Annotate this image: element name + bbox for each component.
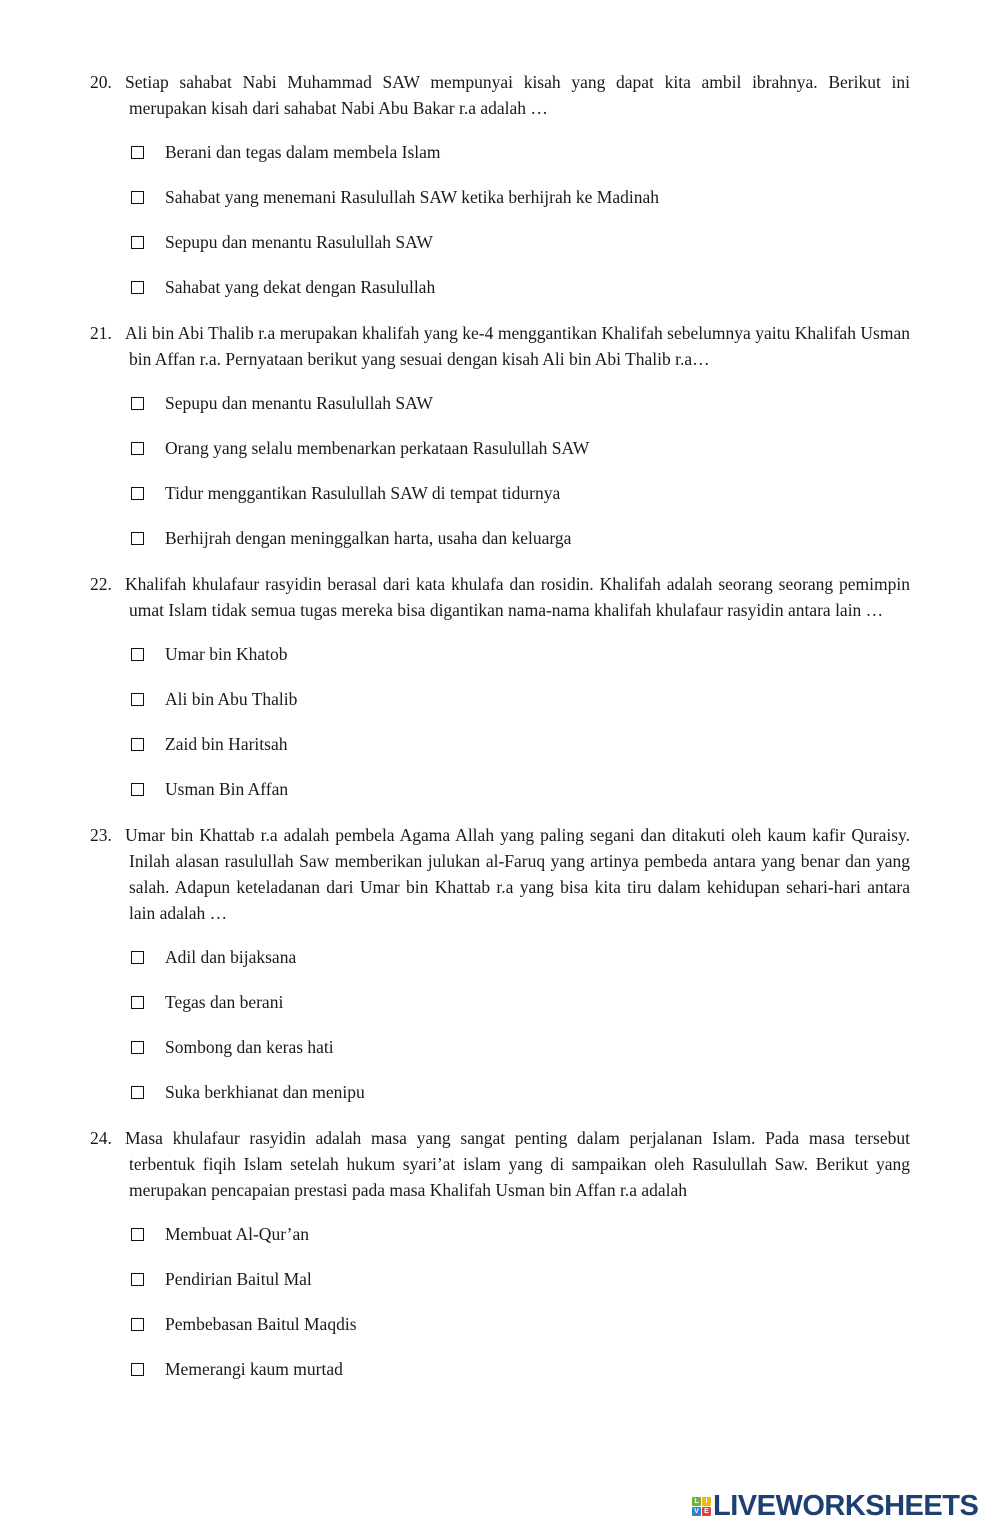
question-text: Umar bin Khattab r.a adalah pembela Agama Allah yang paling segani dan ditakuti oleh kaum kafir Quraisy. Inilah alasan rasulullah Saw memberikan julukan al-Faruq yang artinya pembeda antara yang benar dan yang salah. Adapun keteladanan dari Umar bin Khattab r.a yang bisa kita tiru dalam kehidupan sehari-hari antara lain adalah … xyxy=(125,825,910,923)
question-text: Setiap sahabat Nabi Muhammad SAW mempunyai kisah yang dapat kita ambil ibrahnya. Berikut ini merupakan kisah dari sahabat Nabi Abu Bakar r.a adalah … xyxy=(125,72,910,118)
question-number: 21. xyxy=(90,323,112,343)
question-number: 24. xyxy=(90,1128,112,1148)
worksheet xyxy=(90,69,910,1392)
option-label: Memerangi kaum murtad xyxy=(165,1359,343,1379)
option-label: Sahabat yang menemani Rasulullah SAW ketika berhijrah ke Madinah xyxy=(165,187,659,207)
option[interactable] xyxy=(90,722,910,767)
checkbox-icon[interactable] xyxy=(131,1363,144,1376)
liveworksheets-logo xyxy=(692,1490,978,1523)
option-label: Membuat Al-Qur’an xyxy=(165,1224,310,1244)
option[interactable] xyxy=(90,1070,910,1115)
checkbox-icon[interactable] xyxy=(131,191,144,204)
checkbox-icon[interactable] xyxy=(131,648,144,661)
option[interactable] xyxy=(90,1257,910,1302)
checkbox-icon[interactable] xyxy=(131,693,144,706)
question-number: 20. xyxy=(90,72,112,92)
checkbox-icon[interactable] xyxy=(131,996,144,1009)
logo-text: LIVEWORKSHEETS xyxy=(713,1490,979,1522)
checkbox-icon[interactable] xyxy=(131,532,144,545)
option-label: Usman Bin Affan xyxy=(165,779,289,799)
checkbox-icon[interactable] xyxy=(131,146,144,159)
checkbox-icon[interactable] xyxy=(131,442,144,455)
option-label: Sepupu dan menantu Rasulullah SAW xyxy=(165,232,433,252)
checkbox-icon[interactable] xyxy=(131,1273,144,1286)
option[interactable] xyxy=(90,1302,910,1347)
option[interactable] xyxy=(90,1025,910,1070)
option-label: Tegas dan berani xyxy=(165,992,284,1012)
question-23 xyxy=(90,822,910,1115)
logo-tiles xyxy=(692,1497,711,1516)
logo-tile: I xyxy=(702,1497,711,1506)
option-label: Orang yang selalu membenarkan perkataan Rasulullah SAW xyxy=(165,438,590,458)
options-list xyxy=(90,130,910,310)
checkbox-icon[interactable] xyxy=(131,951,144,964)
checkbox-icon[interactable] xyxy=(131,1228,144,1241)
checkbox-icon[interactable] xyxy=(131,783,144,796)
question-text: Ali bin Abi Thalib r.a merupakan khalifah yang ke-4 menggantikan Khalifah sebelumnya yaitu Khalifah Usman bin Affan r.a. Pernyataan berikut yang sesuai dengan kisah Ali bin Abi Thalib r.a… xyxy=(125,323,910,369)
question-24 xyxy=(90,1125,910,1392)
options-list xyxy=(90,1212,910,1392)
option-label: Tidur menggantikan Rasulullah SAW di tempat tidurnya xyxy=(165,483,561,503)
options-list xyxy=(90,632,910,812)
option-label: Zaid bin Haritsah xyxy=(165,734,288,754)
logo-tile: V xyxy=(692,1507,701,1516)
option-label: Ali bin Abu Thalib xyxy=(165,689,298,709)
option-label: Sahabat yang dekat dengan Rasulullah xyxy=(165,277,436,297)
option[interactable] xyxy=(90,265,910,310)
option[interactable] xyxy=(90,677,910,722)
option-label: Pembebasan Baitul Maqdis xyxy=(165,1314,357,1334)
options-list xyxy=(90,935,910,1115)
option[interactable] xyxy=(90,426,910,471)
question-text: Khalifah khulafaur rasyidin berasal dari kata khulafa dan rosidin. Khalifah adalah seorang seorang pemimpin umat Islam tidak semua tugas mereka bisa digantikan nama-nama khalifah khulafaur rasyidin antara lain … xyxy=(125,574,910,620)
checkbox-icon[interactable] xyxy=(131,397,144,410)
question-number: 22. xyxy=(90,574,112,594)
option[interactable] xyxy=(90,980,910,1025)
option[interactable] xyxy=(90,130,910,175)
option[interactable] xyxy=(90,175,910,220)
option[interactable] xyxy=(90,381,910,426)
logo-tile: L xyxy=(692,1497,701,1506)
checkbox-icon[interactable] xyxy=(131,487,144,500)
option-label: Berani dan tegas dalam membela Islam xyxy=(165,142,441,162)
option-label: Suka berkhianat dan menipu xyxy=(165,1082,365,1102)
checkbox-icon[interactable] xyxy=(131,1086,144,1099)
question-22 xyxy=(90,571,910,812)
option[interactable] xyxy=(90,632,910,677)
option[interactable] xyxy=(90,1212,910,1257)
option-label: Pendirian Baitul Mal xyxy=(165,1269,312,1289)
option-label: Umar bin Khatob xyxy=(165,644,288,664)
option[interactable] xyxy=(90,516,910,561)
checkbox-icon[interactable] xyxy=(131,236,144,249)
question-number: 23. xyxy=(90,825,112,845)
logo-tile: E xyxy=(702,1507,711,1516)
question-20 xyxy=(90,69,910,310)
checkbox-icon[interactable] xyxy=(131,1041,144,1054)
checkbox-icon[interactable] xyxy=(131,738,144,751)
options-list xyxy=(90,381,910,561)
option-label: Sombong dan keras hati xyxy=(165,1037,334,1057)
checkbox-icon[interactable] xyxy=(131,1318,144,1331)
option[interactable] xyxy=(90,935,910,980)
option-label: Berhijrah dengan meninggalkan harta, usaha dan keluarga xyxy=(165,528,572,548)
checkbox-icon[interactable] xyxy=(131,281,144,294)
option[interactable] xyxy=(90,220,910,265)
question-text: Masa khulafaur rasyidin adalah masa yang sangat penting dalam perjalanan Islam. Pada masa tersebut terbentuk fiqih Islam setelah hukum syari’at islam yang di sampaikan oleh Rasulullah Saw. Berikut yang merupakan pencapaian prestasi pada masa Khalifah Usman bin Affan r.a adalah xyxy=(125,1128,910,1200)
option[interactable] xyxy=(90,1347,910,1392)
option-label: Sepupu dan menantu Rasulullah SAW xyxy=(165,393,433,413)
option-label: Adil dan bijaksana xyxy=(165,947,297,967)
option[interactable] xyxy=(90,471,910,516)
question-21 xyxy=(90,320,910,561)
option[interactable] xyxy=(90,767,910,812)
